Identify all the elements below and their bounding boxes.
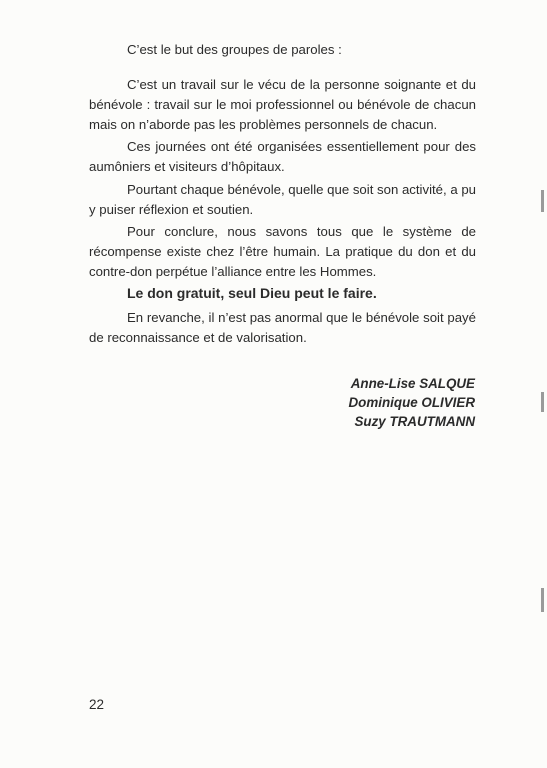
signature-author xyxy=(349,393,475,412)
paragraph-text: C’est un travail sur le vécu de la personne soignante et du bénévole : travail sur le moi professionnel ou bénévole de chacun mais on n’aborde pas les problèmes personnels de chacun. xyxy=(89,77,476,132)
author-surname: SALQUE xyxy=(419,376,475,391)
author-surname: TRAUTMANN xyxy=(389,414,475,429)
paragraph-pourtant xyxy=(89,180,476,220)
paragraph-text: Ces journées ont été organisées essentiellement pour des aumôniers et visiteurs d’hôpitaux. xyxy=(89,139,476,174)
scan-edge-mark xyxy=(541,190,544,212)
author-first-name: Dominique xyxy=(348,395,422,410)
signature-author xyxy=(349,412,475,431)
paragraph-conclure xyxy=(89,222,476,282)
author-surname: OLIVIER xyxy=(421,395,475,410)
paragraph-intro xyxy=(89,40,476,60)
paragraph-closing xyxy=(89,308,476,348)
paragraph-journees xyxy=(89,137,476,177)
paragraph-text: En revanche, il n’est pas anormal que le bénévole soit payé de reconnaissance et de valorisation. xyxy=(89,310,476,345)
paragraph-travail xyxy=(89,75,476,135)
author-first-name: Suzy xyxy=(354,414,390,429)
paragraph-text: Pourtant chaque bénévole, quelle que soit son activité, a pu y puiser réflexion et soutien. xyxy=(89,182,476,217)
emphasis-statement: Le don gratuit, seul Dieu peut le faire. xyxy=(127,285,377,301)
paragraph-text: Pour conclure, nous savons tous que le système de récompense existe chez l’être humain. La pratique du don et du contre-don perpétue l’alliance entre les Hommes. xyxy=(89,224,476,279)
paragraph-text: C’est le but des groupes de paroles : xyxy=(127,42,342,57)
scan-edge-mark xyxy=(541,392,544,412)
signature-author xyxy=(349,374,475,393)
page-number: 22 xyxy=(89,697,105,712)
scan-edge-mark xyxy=(541,588,544,612)
author-first-name: Anne-Lise xyxy=(350,376,420,391)
signature-block xyxy=(349,374,475,431)
